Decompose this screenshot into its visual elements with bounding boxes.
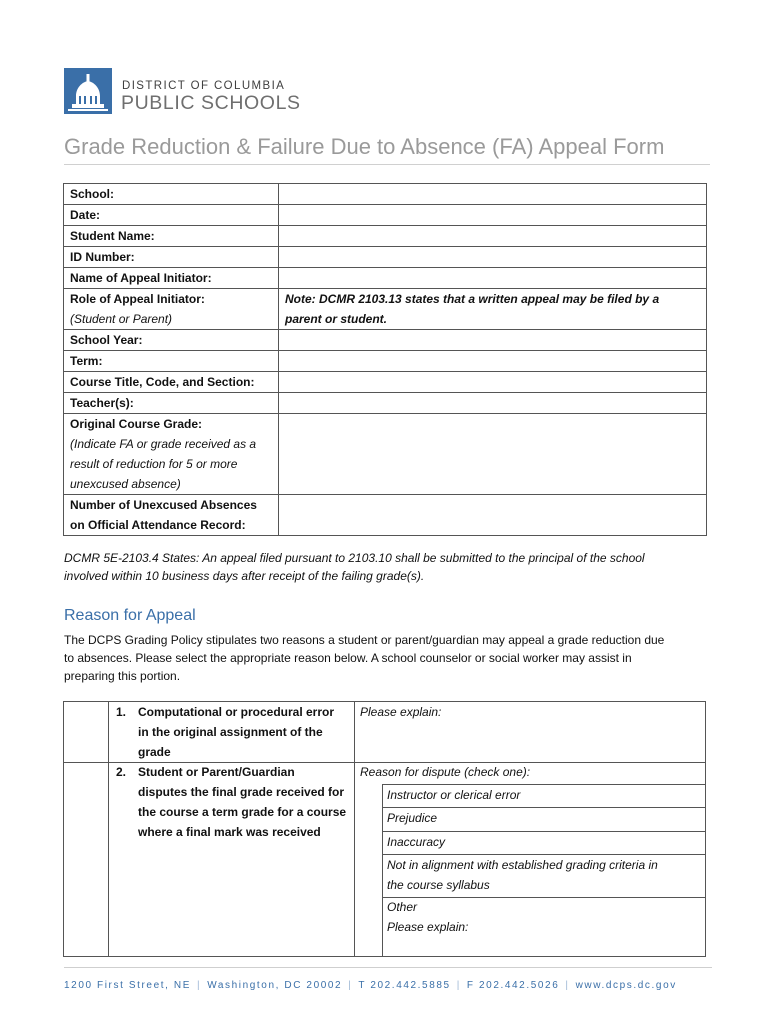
table-row: [64, 372, 707, 393]
reason1-explain-label: Please explain:: [360, 705, 442, 719]
reason1-number: 1.: [116, 705, 127, 719]
course-field[interactable]: [279, 372, 707, 393]
id-number-label: ID Number:: [64, 247, 279, 268]
footer-phone: T 202.442.5885: [358, 980, 451, 991]
reason1-line2: in the original assignment of the: [138, 725, 323, 739]
option-prejudice: Prejudice: [387, 811, 438, 825]
checkbox-col-divider: [382, 784, 383, 956]
reason-table: [63, 701, 706, 957]
reason-intro-line3: preparing this portion.: [64, 669, 181, 683]
original-grade-hint2: result of reduction for 5 or more: [70, 457, 238, 471]
reason-section-title: Reason for Appeal: [64, 607, 196, 624]
footer-website[interactable]: www.dcps.dc.gov: [575, 980, 677, 991]
footer-fax: F 202.442.5026: [466, 980, 560, 991]
reason1-text: [138, 702, 334, 762]
absences-line1: Number of Unexcused Absences: [70, 498, 257, 512]
date-label: Date:: [64, 205, 279, 226]
table-row: [64, 268, 707, 289]
role-initiator-label: [64, 289, 279, 330]
logo-schools-text: PUBLIC SCHOOLS: [121, 92, 301, 114]
id-number-field[interactable]: [279, 247, 707, 268]
teachers-field[interactable]: [279, 393, 707, 414]
option-other: [387, 897, 468, 937]
note-line1: Note: DCMR 2103.13 states that a written appeal may be filed by a: [285, 292, 660, 306]
footer-address: 1200 First Street, NE: [64, 980, 191, 991]
student-name-label: Student Name:: [64, 226, 279, 247]
table-row: [64, 351, 707, 372]
original-grade-hint1: (Indicate FA or grade received as a: [70, 437, 257, 451]
role-initiator-hint: (Student or Parent): [70, 312, 173, 326]
note-line2: parent or student.: [285, 312, 388, 326]
absences-field[interactable]: [279, 495, 707, 536]
reason1-line1: Computational or procedural error: [138, 705, 335, 719]
capitol-dome-icon: [64, 68, 112, 114]
table-row: [64, 495, 707, 536]
dispute-header: Reason for dispute (check one):: [360, 765, 531, 779]
dcmr-line2: involved within 10 business days after receipt of the failing grade(s).: [64, 569, 425, 583]
table-row: [64, 247, 707, 268]
checkbox-instructor-error[interactable]: [355, 785, 382, 807]
reason-intro-line1: The DCPS Grading Policy stipulates two reasons a student or parent/guardian may appeal a grade reduction due: [64, 633, 665, 647]
original-grade-field[interactable]: [279, 414, 707, 495]
checkbox-inaccuracy[interactable]: [355, 832, 382, 854]
school-field[interactable]: [279, 184, 707, 205]
dcmr-statement: [64, 549, 714, 585]
table-row: [64, 330, 707, 351]
original-grade-text: Original Course Grade:: [70, 417, 203, 431]
option-instructor-error: Instructor or clerical error: [387, 788, 521, 802]
reason2-number: 2.: [116, 765, 127, 779]
school-year-field[interactable]: [279, 330, 707, 351]
student-info-table: [63, 183, 707, 536]
original-grade-label: [64, 414, 279, 495]
appeal-initiator-label: Name of Appeal Initiator:: [64, 268, 279, 289]
table-row: [64, 393, 707, 414]
table-row: [64, 205, 707, 226]
reason2-line1: Student or Parent/Guardian: [138, 765, 295, 779]
course-label: Course Title, Code, and Section:: [64, 372, 279, 393]
table-row: [64, 184, 707, 205]
checkbox-other[interactable]: [355, 898, 382, 956]
checkbox-prejudice[interactable]: [355, 808, 382, 831]
reason2-text: [138, 762, 346, 842]
reason2-line4: where a final mark was received: [138, 825, 321, 839]
reason2-line3: the course a term grade for a course: [138, 805, 347, 819]
dcps-logo: [64, 68, 324, 118]
dcmr-line1: DCMR 5E-2103.4 States: An appeal filed pursuant to 2103.10 shall be submitted to the principal of the school: [64, 551, 645, 565]
form-title: Grade Reduction & Failure Due to Absence (FA) Appeal Form: [64, 134, 665, 159]
reason-intro: [64, 631, 712, 685]
term-field[interactable]: [279, 351, 707, 372]
logo-district-text: DISTRICT OF COLUMBIA: [122, 80, 286, 92]
checkbox-not-aligned[interactable]: [355, 855, 382, 897]
teachers-label: Teacher(s):: [64, 393, 279, 414]
appeal-initiator-field[interactable]: [279, 268, 707, 289]
footer-city: Washington, DC 20002: [207, 980, 343, 991]
role-initiator-text: Role of Appeal Initiator:: [70, 292, 205, 306]
table-row: [64, 414, 707, 495]
option-not-aligned: [387, 855, 658, 895]
option-other-line1: Other: [387, 900, 418, 914]
absences-line2: on Official Attendance Record:: [70, 518, 246, 532]
date-field[interactable]: [279, 205, 707, 226]
option-inaccuracy: Inaccuracy: [387, 835, 446, 849]
option-not-aligned-line2: the course syllabus: [387, 878, 490, 892]
title-divider: [64, 164, 710, 165]
original-grade-hint3: unexcused absence): [70, 477, 181, 491]
reason-intro-line2: to absences. Please select the appropriate reason below. A school counselor or social worker may assist in: [64, 651, 632, 665]
option-other-line2: Please explain:: [387, 920, 469, 934]
school-label: School:: [64, 184, 279, 205]
option-not-aligned-line1: Not in alignment with established grading criteria in: [387, 858, 658, 872]
term-label: Term:: [64, 351, 279, 372]
footer-divider: [64, 967, 712, 968]
student-name-field[interactable]: [279, 226, 707, 247]
table-row: [64, 289, 707, 330]
reason2-line2: disputes the final grade received for: [138, 785, 345, 799]
absences-label: [64, 495, 279, 536]
table-row: [64, 226, 707, 247]
footer-contact: 1200 First Street, NE | Washington, DC 20002 | T 202.442.5885 | F 202.442.5026 | www.dcps.dc.gov: [64, 980, 677, 991]
reason1-line3: grade: [138, 745, 171, 759]
role-initiator-note: [279, 289, 707, 330]
school-year-label: School Year:: [64, 330, 279, 351]
reason-col-divider-1: [108, 702, 109, 956]
